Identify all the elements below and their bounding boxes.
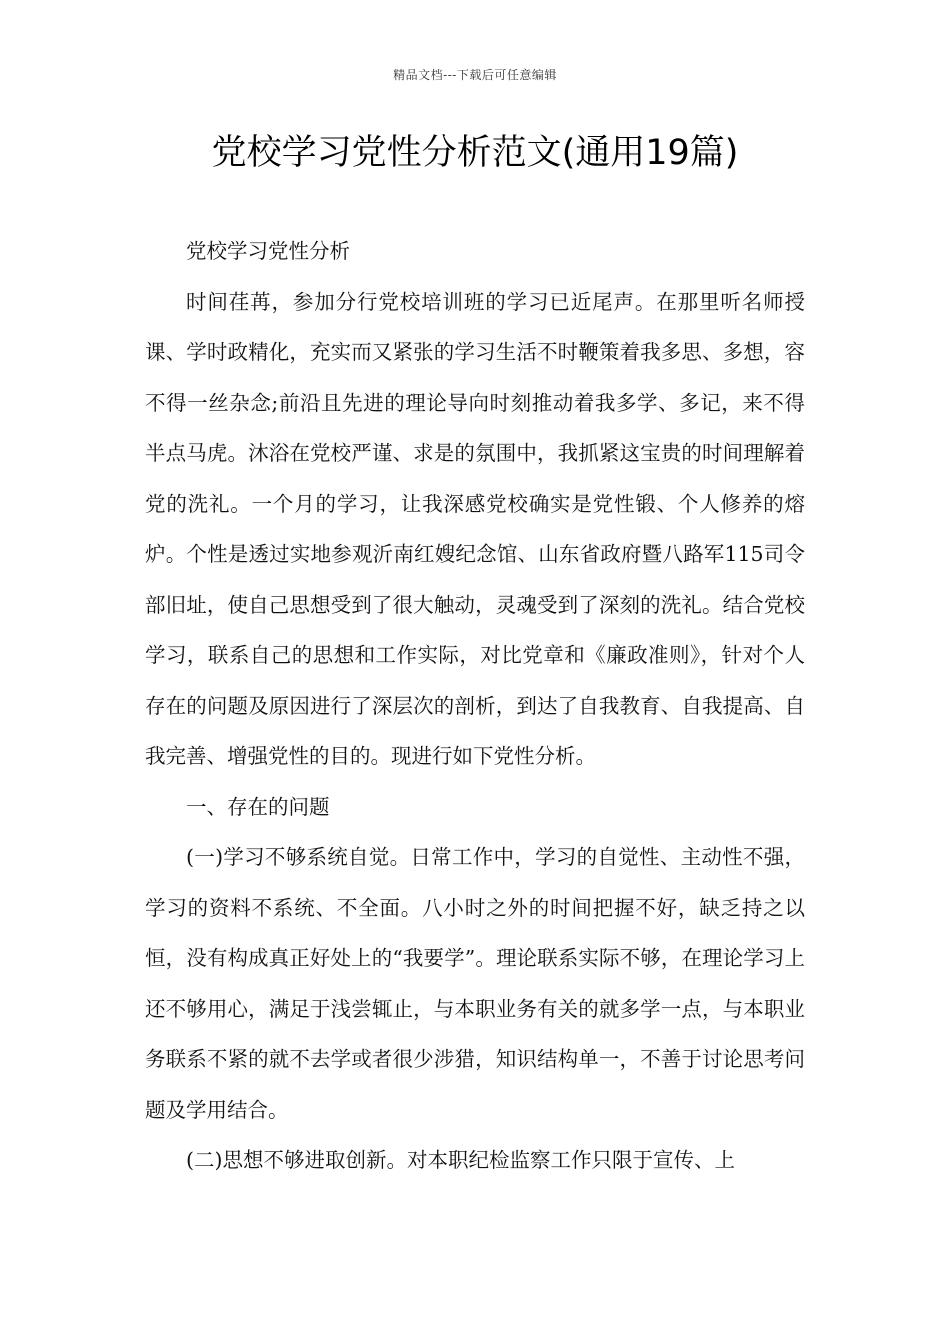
document-title: 党校学习党性分析范文(通用19篇) [211,133,739,173]
paragraph: 时间荏苒，参加分行党校培训班的学习已近尾声。在那里听名师授课、学时政精化，充实而又紧张的学习生活不时鞭策着我多思、多想，容不得一丝杂念;前沿且先进的理论导向时刻推动着我多学、多记，来不得半点马虎。沐浴在党校严谨、求是的氛围中，我抓紧这宝贵的时间理解着党的洗礼。一个月的学习，让我深感党校确实是党性锻、个人修养的熔炉。个性是透过实地参观沂南红嫂纪念馆、山东省政府暨八路军115司令部旧址，使自己思想受到了很大触动，灵魂受到了深刻的洗礼。结合党校学习，联系自己的思想和工作实际，对比党章和《廉政准则》，针对个人存在的问题及原因进行了深层次的剖析，到达了自我教育、自我提高、自我完善、增强党性的目的。现进行如下党性分析。 [145,289,805,768]
section-heading: 党校学习党性分析 [186,239,350,263]
paragraph: (二)思想不够进取创新。对本职纪检监察工作只限于宣传、上 [186,1148,735,1172]
header-note: 精品文档---下载后可任意编辑 [393,68,557,82]
section-heading: 一、存在的问题 [186,794,330,819]
paragraph: (一)学习不够系统自觉。日常工作中，学习的自觉性、主动性不强，学习的资料不系统、不全面。八小时之外的时间把握不好，缺乏持之以恒，没有构成真正好处上的“我要学”。理论联系实际不够，在理论学习上还不够用心，满足于浅尝辄止，与本职业务有关的就多学一点，与本职业务联系不紧的就不去学或者很少涉猎，知识结构单一，不善于讨论思考问题及学用结合。 [145,845,805,1122]
document-body [145,226,805,1186]
